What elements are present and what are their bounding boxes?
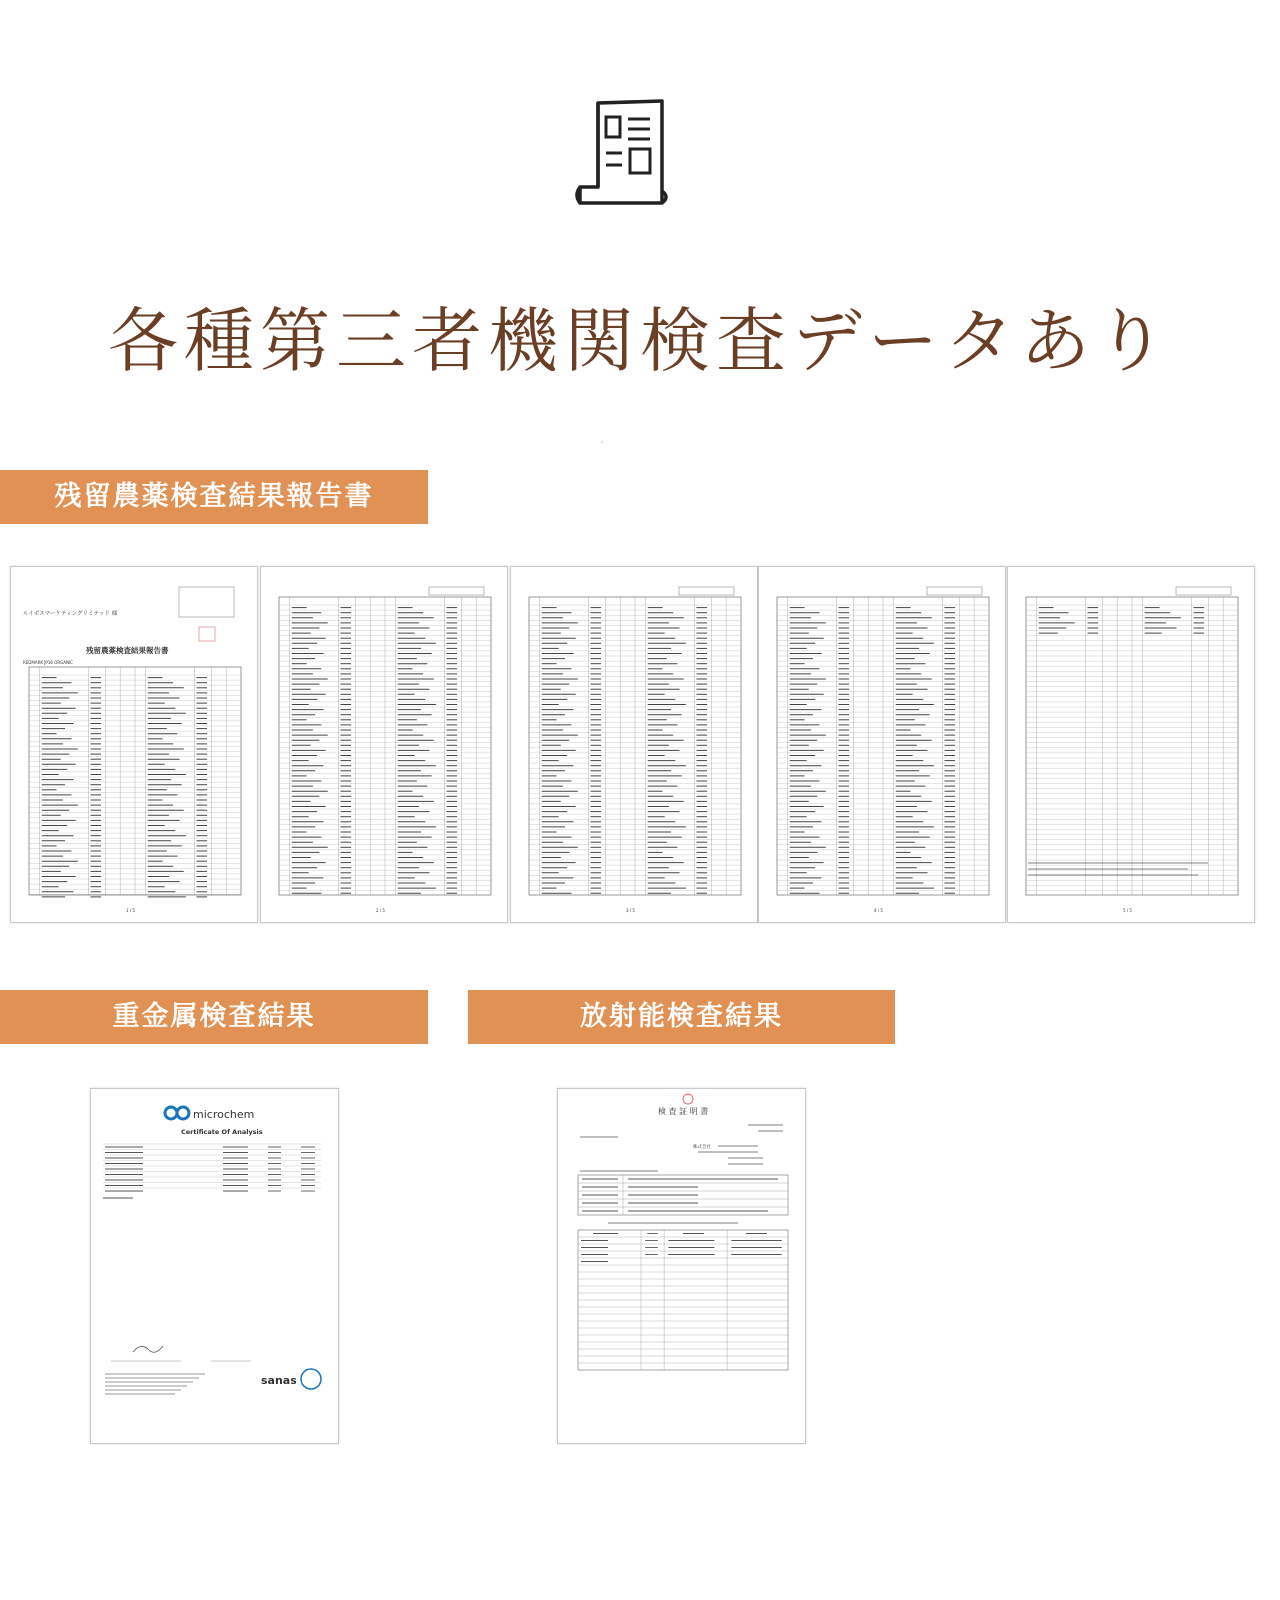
certificate-title: Certificate Of Analysis xyxy=(181,1128,263,1136)
heavy-metal-certificate xyxy=(90,1088,339,1444)
issuer-name: 株式会社 xyxy=(693,1145,711,1150)
document-scroll-icon xyxy=(570,95,690,220)
microchem-logo-icon xyxy=(165,1107,189,1119)
pesticide-page-4 xyxy=(758,566,1006,923)
page-number: 2 / 5 xyxy=(376,908,385,913)
brand-name: microchem xyxy=(193,1108,255,1121)
decorative-dot xyxy=(601,441,603,443)
client-name: ルイボスマーケティングリミテッド 様 xyxy=(23,611,118,617)
page-number: 3 / 5 xyxy=(626,908,635,913)
page-number: 5 / 5 xyxy=(1123,908,1132,913)
section-label-radioactivity: 放射能検査結果 xyxy=(468,990,895,1044)
pesticide-page-2 xyxy=(260,566,508,923)
pesticide-page-5 xyxy=(1007,566,1255,923)
report-title: 残留農薬検査結果報告書 xyxy=(86,646,169,655)
section-label-pesticide: 残留農薬検査結果報告書 xyxy=(0,470,428,524)
page-number: 4 / 5 xyxy=(874,908,883,913)
sanas-badge: sanas xyxy=(261,1374,297,1387)
pesticide-page-3 xyxy=(510,566,758,923)
radiation-cert-title: 検 査 証 明 書 xyxy=(658,1107,709,1116)
radioactivity-certificate xyxy=(557,1088,806,1444)
page-title: 各種第三者機関検査データあり xyxy=(108,300,1172,382)
sample-name: REDMARK JP16 ORGANIC xyxy=(23,660,73,665)
page-number: 1 / 5 xyxy=(126,908,135,913)
section-label-heavy-metal: 重金属検査結果 xyxy=(0,990,428,1044)
pesticide-page-1 xyxy=(10,566,258,923)
